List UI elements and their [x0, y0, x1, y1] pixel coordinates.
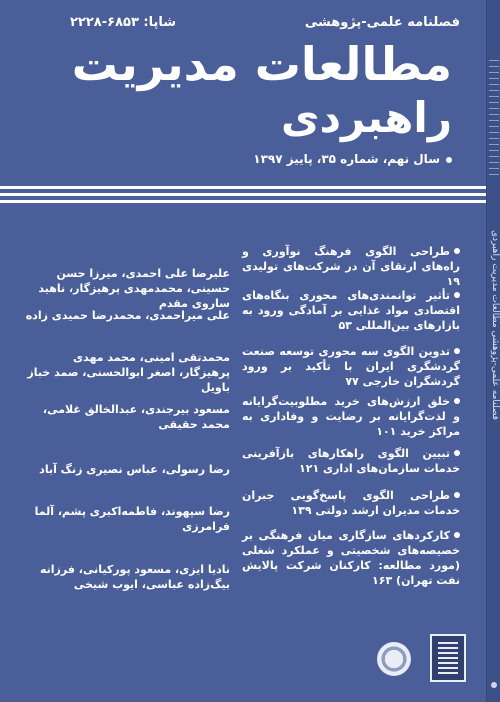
issue-info [253, 152, 452, 166]
bullet-icon [454, 450, 460, 456]
article-authors: رضا سپهوند، فاطمه‌اکبری پشم، آلما فرامرزی [34, 505, 230, 533]
article-authors: محمدتقی امینی، محمد مهدی پرهیزگار، اصغر ابوالحسنی، صمد خباز باویل [27, 351, 230, 394]
article-authors: علی میراحمدی، محمدرضا حمیدی زاده [25, 309, 230, 322]
article-authors: مسعود بیرجندی، عبدالخالق غلامی، محمد حقیقی [42, 403, 230, 431]
article-title: تدوین الگوی سه محوری توسعه صنعت گردشگری ایران با تأکید بر ورود گردشگران خارجی ۷۷ [242, 345, 460, 388]
page-number: ۵۳ [338, 319, 352, 332]
page-number: ۷۷ [345, 375, 359, 388]
page-number: ۱۹ [446, 275, 460, 288]
bullet-icon [454, 248, 460, 254]
journal-title-line2: راهبردی [280, 93, 452, 142]
article-title: طراحی الگوی پاسخ‌گویی جبران خدمات مدیران ارشد دولتی ۱۳۹ [242, 489, 460, 517]
article-title: کارکردهای سازگاری میان فرهنگی بر خصیصه‌های شخصیتی و عملکرد شغلی (مورد مطالعه: کارکنان شرکت پالایش نفت تهران) ۱۶۳ [242, 529, 460, 587]
bullet-icon [454, 492, 460, 498]
bullet-icon [454, 348, 460, 354]
toc-row [20, 344, 460, 394]
article-title: خلق ارزش‌های خرید مطلوبیت‌گرایانه و لذت‌گرایانه بر رضایت و وفاداری به مراکز خرید ۱۰۱ [242, 395, 460, 438]
bullet-icon [454, 532, 460, 538]
spine-title: فصلنامه علمی-پژوهشی مطالعات مدیریت راهبردی [490, 230, 500, 420]
spine-dot-icon [491, 682, 497, 688]
university-seal-logo [377, 642, 411, 676]
journal-spine [486, 0, 500, 702]
toc-row [20, 288, 460, 344]
cover-top-line [40, 13, 460, 35]
journal-title-line1: مطالعات مدیریت [71, 37, 452, 91]
divider-band [0, 200, 486, 203]
page-number: ۱۶۳ [372, 574, 393, 587]
page-number: ۱۰۱ [376, 425, 397, 438]
bullet-icon [454, 292, 460, 298]
divider-band [0, 186, 486, 189]
article-authors: نادیا ایزی، مسعود پورکیانی، فرزانه بیگ‌زاده عباسی، ایوب شیخی [39, 563, 230, 591]
divider-band [0, 193, 486, 196]
page-number: ۱۳۹ [291, 504, 312, 517]
table-of-contents [20, 244, 460, 598]
journal-series-label: فصلنامه علمی-پژوهشی [304, 15, 460, 30]
article-authors: علیرضا علی احمدی، میرزا حسن حسینی، محمدمهدی پرهیزگار، ناهید ساروی مقدم [38, 267, 230, 310]
issn-label: شاپا: ۶۸۵۳-۲۲۲۸ [70, 15, 177, 30]
article-title: تأثیر توانمندی‌های محوری بنگاه‌های اقتصادی مواد غذایی بر آمادگی ورود به بازارهای بین‌المللی ۵۳ [242, 289, 460, 332]
bullet-icon [454, 398, 460, 404]
toc-row [20, 488, 460, 533]
article-authors: رضا رسولی، عباس نصیری زنگ آباد [39, 463, 230, 476]
toc-row [20, 244, 460, 310]
toc-row [20, 528, 460, 598]
toc-row [20, 446, 460, 488]
article-title: طراحی الگوی فرهنگ نوآوری و راه‌های ارتقای آن در شرکت‌های تولیدی ۱۹ [242, 245, 460, 288]
issue-text: سال نهم، شماره ۳۵، پاییز ۱۳۹۷ [253, 152, 440, 166]
toc-row [20, 394, 460, 446]
spine-stripes [489, 60, 499, 180]
page-number: ۱۲۱ [299, 462, 320, 475]
article-title: تبیین الگوی راهکارهای بازآفرینی خدمات سازمان‌های اداری ۱۲۱ [242, 447, 460, 475]
publisher-logo [430, 634, 466, 682]
bullet-icon [446, 157, 452, 163]
